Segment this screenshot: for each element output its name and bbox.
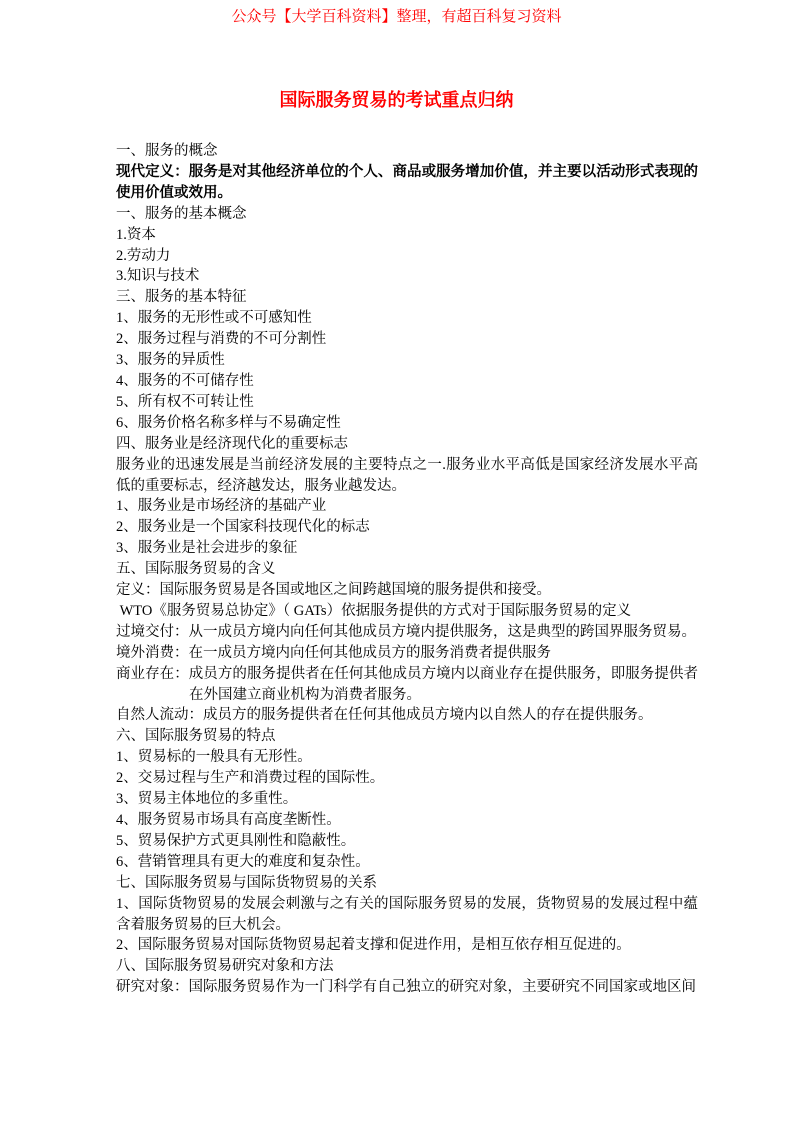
- paragraph: 3、服务的异质性: [116, 352, 225, 369]
- paragraph: 一、服务的基本概念: [116, 205, 247, 222]
- paragraph: 研究对象：国际服务贸易作为一门科学有自己独立的研究对象，主要研究不同国家或地区间: [116, 979, 696, 996]
- paragraph: 3、服务业是社会进步的象征: [116, 540, 298, 557]
- paragraph: 4、服务贸易市场具有高度垄断性。: [116, 812, 341, 828]
- paragraph: 三、服务的基本特征: [116, 289, 247, 306]
- paragraph: 1、服务的无形性或不可感知性: [116, 310, 312, 327]
- paragraph: 六、国际服务贸易的特点: [116, 728, 276, 745]
- paragraph: 3.知识与技术: [116, 268, 200, 285]
- paragraph: 3、贸易主体地位的多重性。: [116, 791, 298, 808]
- paragraph: 四、服务业是经济现代化的重要标志: [116, 435, 348, 452]
- paragraph: 2、国际服务贸易对国际货物贸易起着支撑和促进作用，是相互依存相互促进的。: [116, 937, 631, 954]
- paragraph: 6、服务价格名称多样与不易确定性: [116, 414, 341, 431]
- paragraph: WTO《服务贸易总协定》（ GATs）依据服务提供的方式对于国际服务贸易的定义: [116, 602, 632, 619]
- paragraph: 1、贸易标的一般具有无形性。: [116, 749, 312, 766]
- paragraph: 2.劳动力: [116, 247, 171, 264]
- paragraph: 八、国际服务贸易研究对象和方法: [116, 958, 334, 975]
- paragraph: 2、服务过程与消费的不可分割性: [116, 331, 327, 348]
- paragraph: 1、服务业是市场经济的基础产业: [116, 498, 327, 515]
- paragraph: 境外消费：在一成员方境内向任何其他成员方的服务消费者提供服务: [116, 644, 551, 661]
- paragraph: 4、服务的不可储存性: [116, 372, 254, 389]
- paragraph: 6、营销管理具有更大的难度和复杂性。: [116, 853, 370, 870]
- page-title: 国际服务贸易的考试重点归纳: [279, 90, 514, 110]
- paragraph: 定义：国际服务贸易是各国或地区之间跨越国境的服务提供和接受。: [116, 582, 551, 599]
- paragraph: 5、所有权不可转让性: [116, 393, 254, 410]
- paragraph: 商业存在：成员方的服务提供者在任何其他成员方境内以商业存在提供服务，即服务提供者在外国建立商业机构为消费者服务。: [116, 665, 698, 703]
- paragraph: 1、国际货物贸易的发展会刺激与之有关的国际服务贸易的发展，货物贸易的发展过程中蕴含着服务贸易的巨大机会。: [116, 895, 698, 933]
- paragraph: 自然人流动：成员方的服务提供者在任何其他成员方境内以自然人的存在提供服务。: [116, 707, 653, 724]
- paragraph: 七、国际服务贸易与国际货物贸易的关系: [116, 874, 377, 891]
- header-watermark: 公众号【大学百科资料】整理，有超百科复习资料: [231, 9, 562, 25]
- paragraph: 1.资本: [116, 226, 156, 243]
- paragraph: 一、服务的概念: [116, 143, 218, 159]
- paragraph: 5、贸易保护方式更具刚性和隐蔽性。: [116, 832, 356, 849]
- paragraph: 过境交付：从一成员方境内向任何其他成员方境内提供服务，这是典型的跨国界服务贸易。: [116, 623, 696, 640]
- paragraph: 2、服务业是一个国家科技现代化的标志: [116, 519, 370, 536]
- paragraph: 现代定义：服务是对其他经济单位的个人、商品或服务增加价值，并主要以活动形式表现的使用价值或效用。: [116, 163, 698, 201]
- document-body: [116, 141, 698, 998]
- paragraph: 五、国际服务贸易的含义: [116, 561, 276, 578]
- paragraph: 2、交易过程与生产和消费过程的国际性。: [116, 770, 385, 787]
- paragraph: 服务业的迅速发展是当前经济发展的主要特点之一.服务业水平高低是国家经济发展水平高低的重要标志，经济越发达，服务业越发达。: [116, 456, 698, 494]
